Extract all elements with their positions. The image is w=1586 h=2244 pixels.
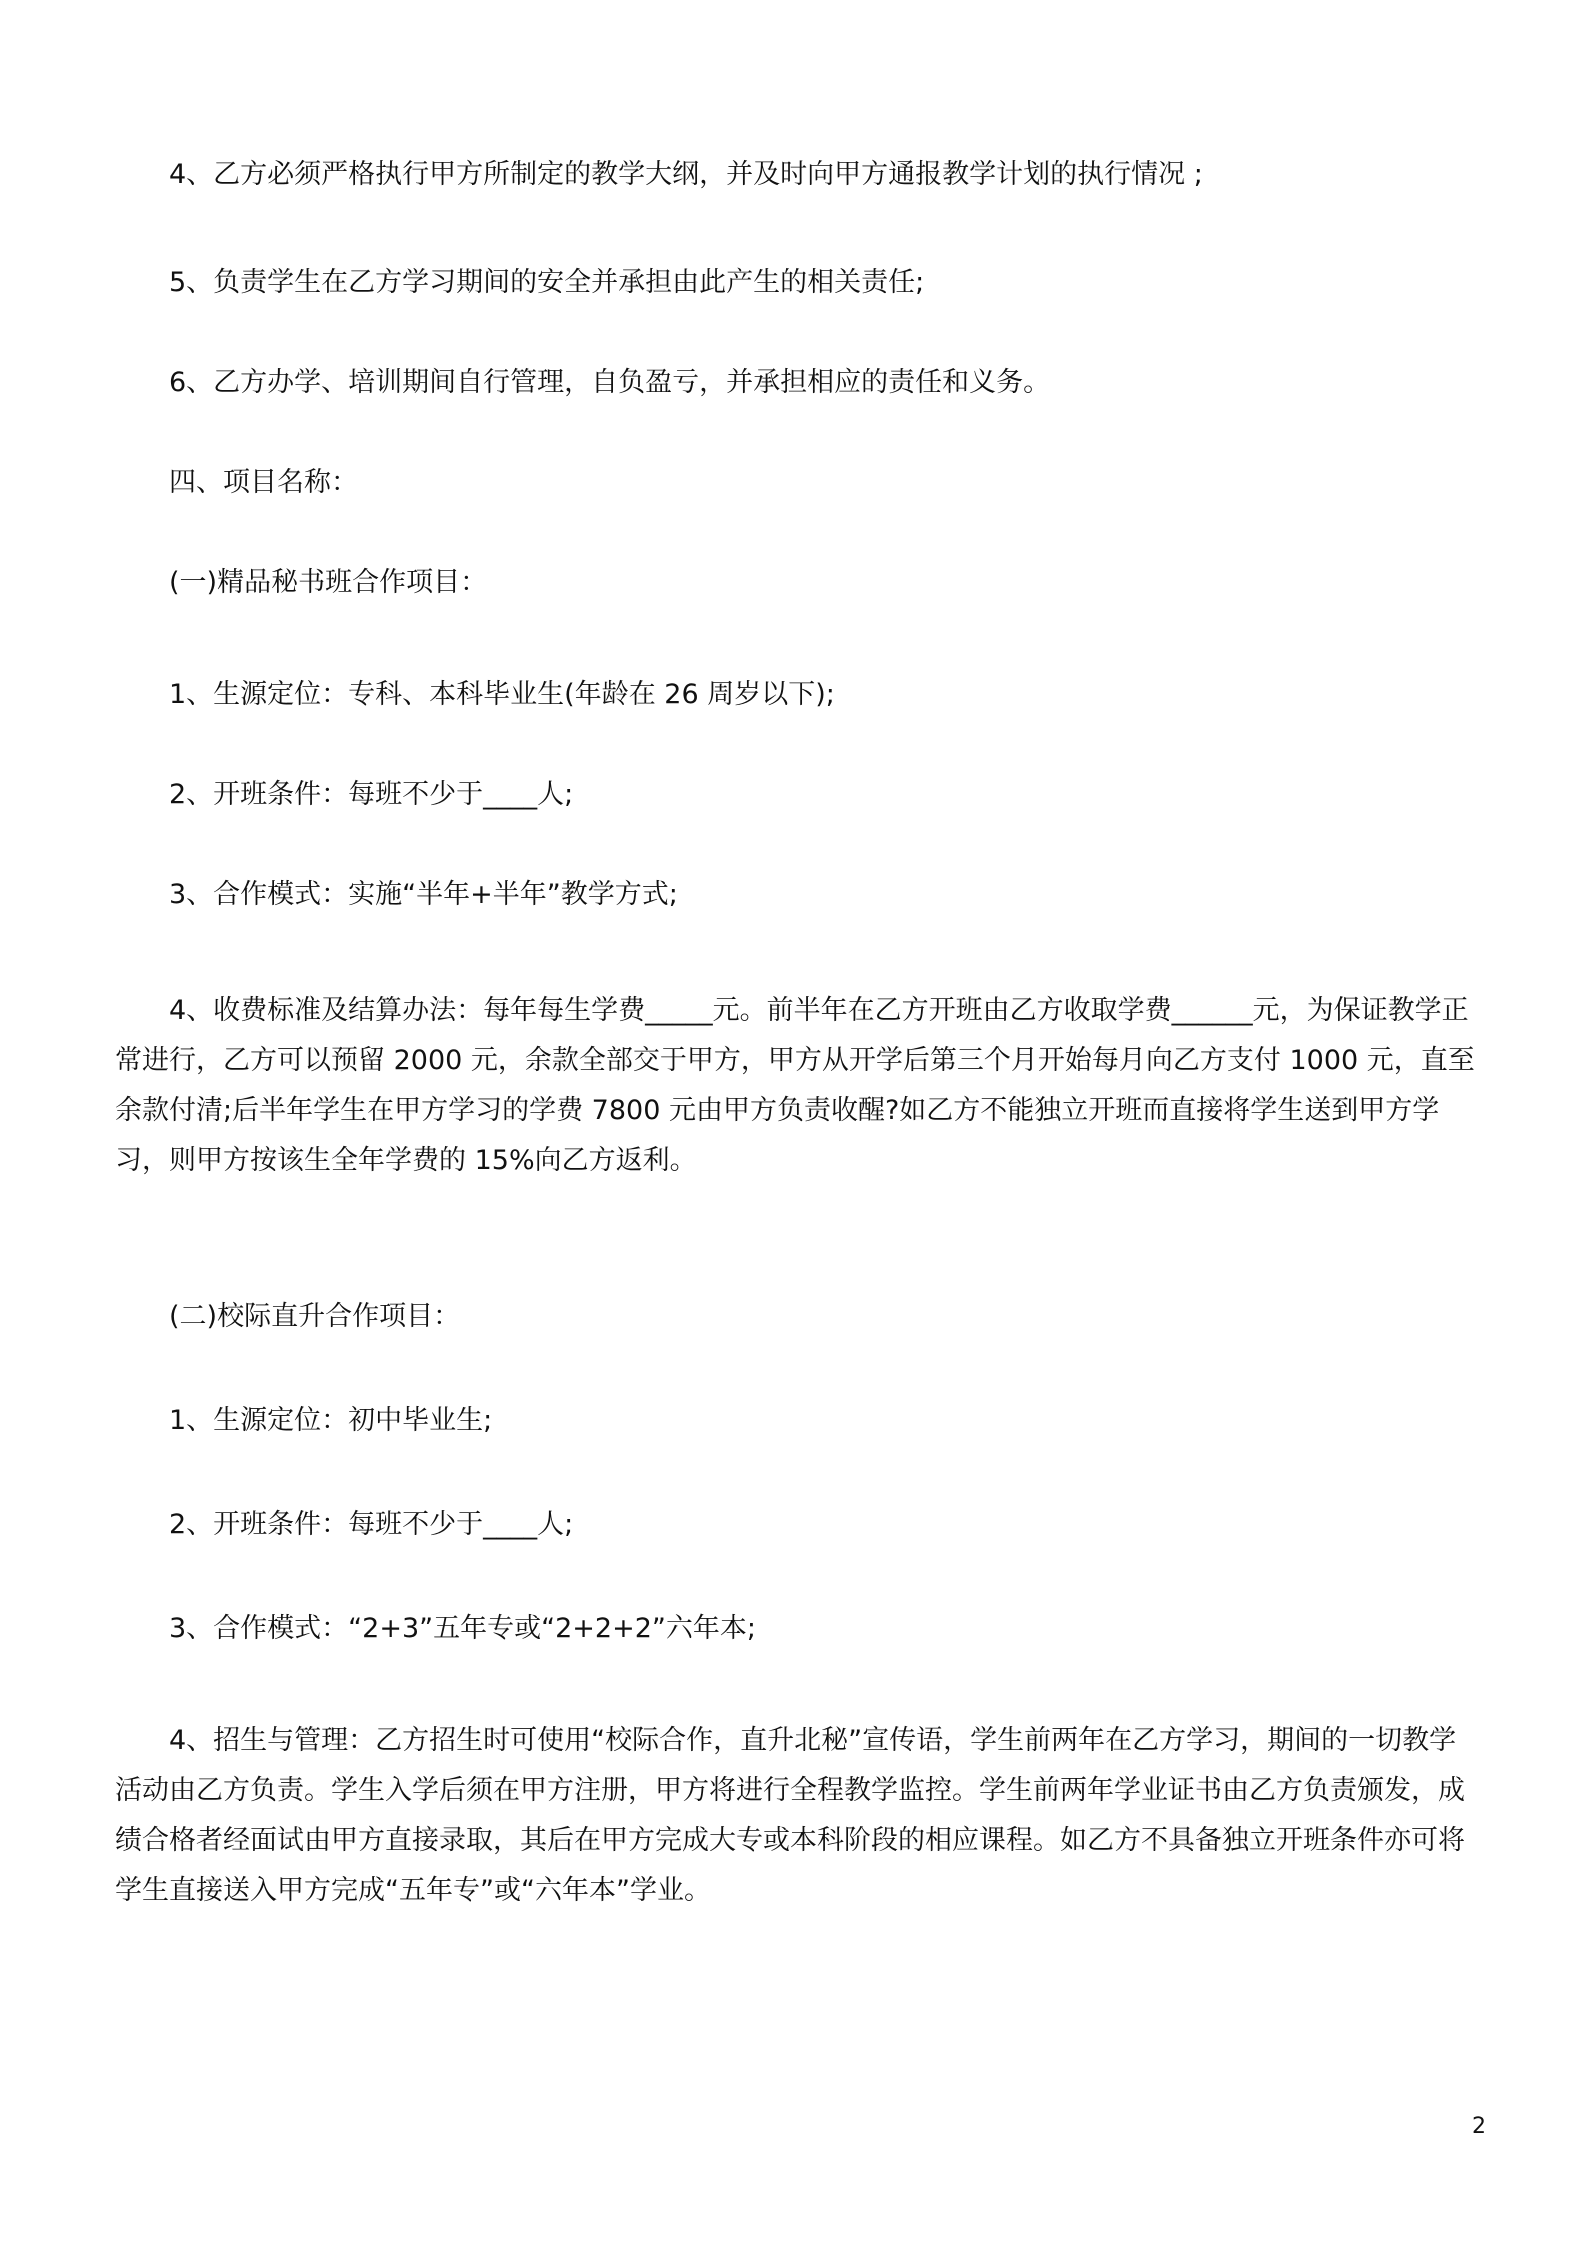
paragraph-enrollment-management: 4、招生与管理：乙方招生时可使用“校际合作，直升北秘”宣传语，学生前两年在乙方学习，期间的一切教学活动由乙方负责。学生入学后须在甲方注册，甲方将进行全程教学监控。学生前两年学业证书由乙方负责颁发，成绩合格者经面试由甲方直接录取，其后在甲方完成大专或本科阶段的相应课程。如乙方不具备独立开班条件亦可将学生直接送入甲方完成“五年专”或“六年本”学业。 bbox=[115, 1725, 1465, 1906]
paragraph-clause-5-safety: 5、负责学生在乙方学习期间的安全并承担由此产生的相关责任; bbox=[169, 267, 925, 298]
paragraph-fee-settlement: 4、收费标准及结算办法：每年每生学费_____元。前半年在乙方开班由乙方收取学费______元，为保证教学正常进行，乙方可以预留 2000 元，余款全部交于甲方，甲方从开学后第三个月开始每月向乙方支付 1000 元，直至余款付清;后半年学生在甲方学习的学费 7800 元由甲方负责收醒?如乙方不能独立开班而直接将学生送到甲方学习，则甲方按该生全年学费的 15%向乙方返利。 bbox=[115, 995, 1475, 1176]
paragraph-class-condition-2: 2、开班条件：每班不少于____人; bbox=[169, 1509, 574, 1540]
paragraph-clause-6-management: 6、乙方办学、培训期间自行管理，自负盈亏，并承担相应的责任和义务。 bbox=[169, 367, 1051, 398]
subsection-heading-secretary-class: (一)精品秘书班合作项目： bbox=[169, 567, 488, 598]
section-heading-project-names: 四、项目名称： bbox=[169, 467, 358, 498]
paragraph-class-condition: 2、开班条件：每班不少于____人; bbox=[169, 779, 574, 810]
paragraph-cooperation-mode: 3、合作模式：实施“半年+半年”教学方式; bbox=[169, 879, 678, 910]
paragraph-cooperation-mode-2: 3、合作模式：“2+3”五年专或“2+2+2”六年本; bbox=[169, 1613, 756, 1644]
page-number: 2 bbox=[1472, 2114, 1486, 2139]
subsection-heading-direct-promotion: (二)校际直升合作项目： bbox=[169, 1301, 461, 1332]
paragraph-student-source-2: 1、生源定位：初中毕业生; bbox=[169, 1405, 493, 1436]
paragraph-clause-4-syllabus: 4、乙方必须严格执行甲方所制定的教学大纲，并及时向甲方通报教学计划的执行情况 ; bbox=[169, 159, 1203, 190]
paragraph-student-source: 1、生源定位：专科、本科毕业生(年龄在 26 周岁以下); bbox=[169, 679, 835, 710]
